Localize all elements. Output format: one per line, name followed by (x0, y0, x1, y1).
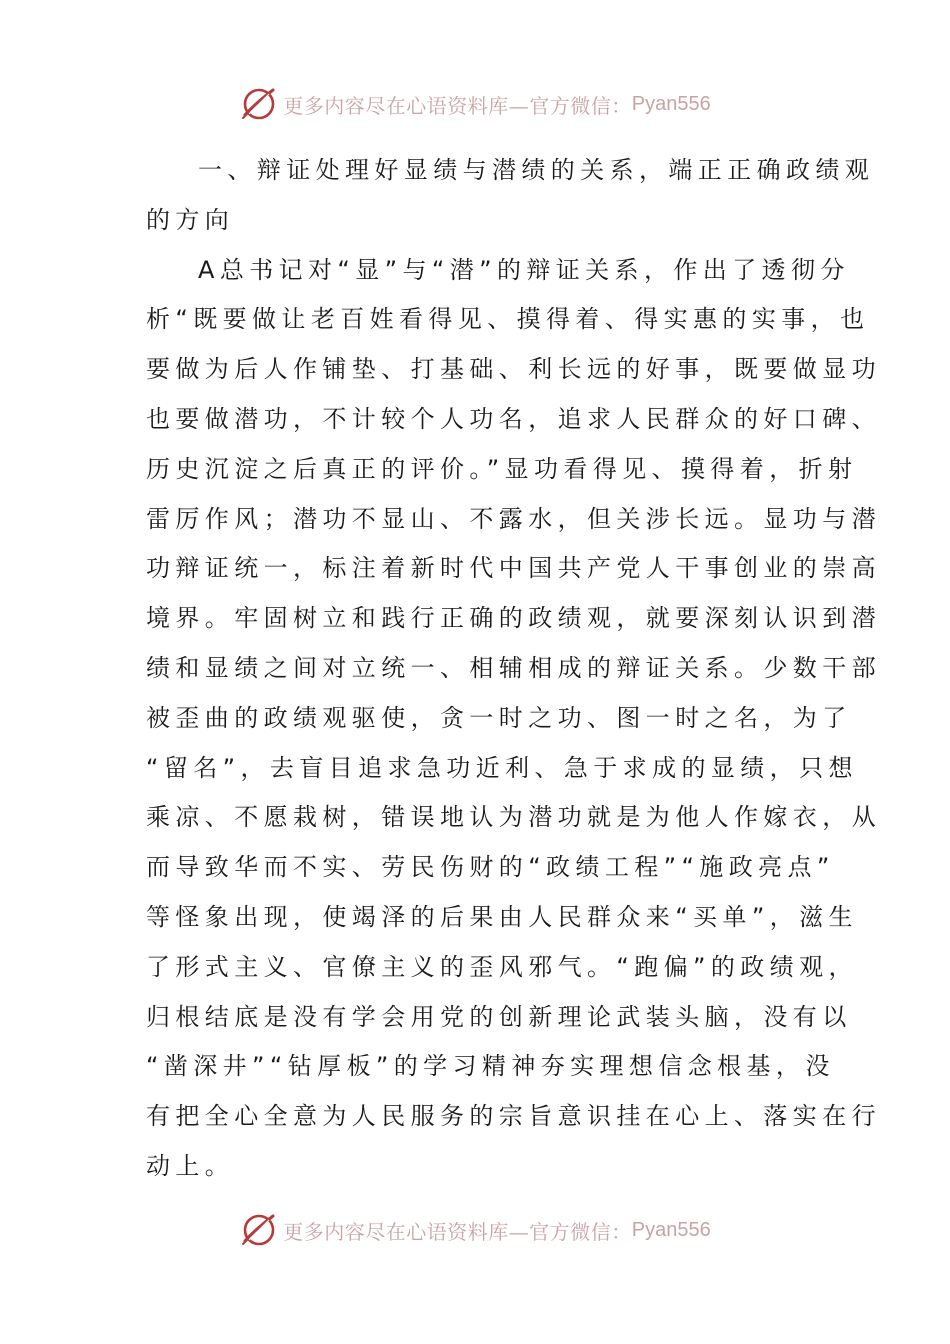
paragraph-line: 等怪象出现，使竭泽的后果由人民群众来“买单”，滋生 (146, 902, 858, 931)
paragraph-line: 要做为后人作铺垫、打基础、利长远的好事，既要做显功 (146, 355, 881, 384)
paragraph-line: 归根结底是没有学会用党的创新理论武装头脑，没有以 (146, 1002, 852, 1031)
paragraph-line: 被歪曲的政绩观驱使，贪一时之功、图一时之名，为了 (146, 703, 852, 732)
paragraph-line: 而导致华而不实、劳民伤财的“政绩工程”“施政亮点” (146, 853, 835, 882)
paragraph-line: 有把全心全意为人民服务的宗旨意识挂在心上、落实在行 (146, 1102, 881, 1131)
paragraph-line: “留名”，去盲目追求急功近利、急于求成的显绩，只想 (146, 753, 858, 782)
watermark-contact: Pyan556 (631, 92, 711, 115)
paragraph-line: A总书记对“显”与“潜”的辩证关系，作出了透彻分 (198, 255, 850, 284)
watermark-text: 更多内容尽在心语资料库—官方微信： (283, 93, 632, 118)
paragraph-line: 动上。 (146, 1151, 235, 1180)
pen-logo-icon (239, 84, 279, 124)
paragraph-line: 析“既要做让老百姓看得见、摸得着、得实惠的实事，也 (146, 305, 870, 334)
paragraph-line: 功辩证统一，标注着新时代中国共产党人干事创业的崇高 (146, 554, 881, 583)
pen-logo-icon (239, 1210, 279, 1250)
paragraph-line: 绩和显绩之间对立统一、相辅相成的辩证关系。少数干部 (146, 653, 881, 682)
paragraph-line: 历史沉淀之后真正的评价。”显功看得见、摸得着，折射 (146, 454, 858, 483)
paragraph-line: “凿深井”“钻厚板”的学习精神夯实理想信念根基，没 (146, 1052, 835, 1081)
paragraph-line: 境界。牢固树立和践行正确的政绩观，就要深刻认识到潜 (146, 604, 881, 633)
paragraph-line: 了形式主义、官僚主义的歪风邪气。“跑偏”的政绩观， (146, 952, 858, 981)
paragraph-line: 乘凉、不愿栽树，错误地认为潜功就是为他人作嫁衣，从 (146, 803, 881, 832)
document-body (146, 146, 881, 1192)
paragraph-line: 也要做潜功，不计较个人功名，追求人民群众的好口碑、 (146, 404, 881, 433)
watermark-footer (0, 1206, 950, 1254)
section-heading-line: 一、辩证处理好显绩与潜绩的关系，端正正确政绩观 (198, 156, 875, 184)
paragraph-line: 雷厉作风；潜功不显山、不露水，但关涉长远。显功与潜 (146, 504, 881, 533)
watermark-header (0, 80, 950, 128)
watermark-text: 更多内容尽在心语资料库—官方微信： (283, 1219, 632, 1244)
section-heading-line: 的方向 (146, 205, 235, 234)
watermark-contact: Pyan556 (631, 1218, 711, 1241)
